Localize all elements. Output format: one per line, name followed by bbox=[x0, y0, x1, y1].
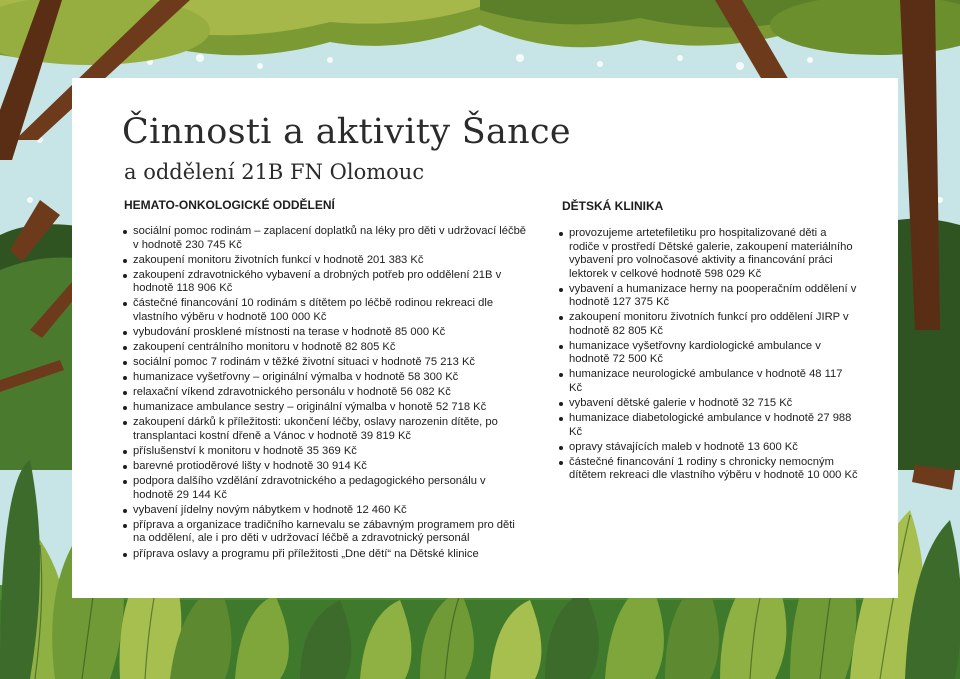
list-item: zakoupení centrálního monitoru v hodnotě 82 805 Kč bbox=[122, 341, 527, 355]
list-item: zakoupení zdravotnického vybavení a drobných potřeb pro oddělení 21B v hodnotě 118 906 Kč bbox=[122, 269, 527, 296]
list-item: humanizace ambulance sestry – originální výmalba v honotě 52 718 Kč bbox=[122, 401, 527, 415]
activity-list-detska-klinika bbox=[558, 227, 858, 484]
list-item: příprava a organizace tradičního karnevalu se zábavným programem pro děti na oddělení, ale i pro děti v udržovací léčbě a zdravotnický personál bbox=[122, 519, 527, 546]
list-item: vybavení a humanizace herny na pooperačním oddělení v hodnotě 127 375 Kč bbox=[558, 283, 858, 310]
list-item: barevné protioděrové lišty v hodnotě 30 914 Kč bbox=[122, 460, 527, 474]
list-item: částečné financování 10 rodinám s dítětem po léčbě rodinou rekreaci dle vlastního výběru v hodnotě 100 000 Kč bbox=[122, 297, 527, 324]
page-subtitle: a oddělení 21B FN Olomouc bbox=[124, 160, 425, 184]
list-item: vybavení jídelny novým nábytkem v hodnotě 12 460 Kč bbox=[122, 504, 527, 518]
list-item: opravy stávajících maleb v hodnotě 13 600 Kč bbox=[558, 441, 858, 455]
list-item: zakoupení monitoru životních funkcí pro oddělení JIRP v hodnotě 82 805 Kč bbox=[558, 311, 858, 338]
page-title: Činnosti a aktivity Šance bbox=[122, 112, 571, 152]
list-item: vybavení dětské galerie v hodnotě 32 715 Kč bbox=[558, 397, 858, 411]
list-item: zakoupení dárků k příležitosti: ukončení léčby, oslavy narozenin dítěte, po transplantaci kostní dřeně a Vánoc v hodnotě 39 819 Kč bbox=[122, 416, 527, 443]
section-heading-detska-klinika: DĚTSKÁ KLINIKA bbox=[562, 199, 664, 213]
list-item: příprava oslavy a programu při příležitosti „Dne dětí“ na Dětské klinice bbox=[122, 548, 527, 562]
list-item: humanizace diabetologické ambulance v hodnotě 27 988 Kč bbox=[558, 412, 858, 439]
list-item: zakoupení monitoru životních funkcí v hodnotě 201 383 Kč bbox=[122, 254, 527, 268]
activity-list-hemato bbox=[122, 225, 527, 563]
list-item: příslušenství k monitoru v hodnotě 35 369 Kč bbox=[122, 445, 527, 459]
list-item: provozujeme artetefiletiku pro hospitalizované děti a rodiče v prostředí Dětské galerie, zakoupení materiálního vybavení pro volnočasové aktivity a financování práci lektorek v celkové hodnotě 598 029 Kč bbox=[558, 227, 858, 281]
list-item: relaxační víkend zdravotnického personálu v hodnotě 56 082 Kč bbox=[122, 386, 527, 400]
section-heading-hemato: HEMATO-ONKOLOGICKÉ ODDĚLENÍ bbox=[124, 198, 335, 212]
list-item: vybudování prosklené místnosti na terase v hodnotě 85 000 Kč bbox=[122, 326, 527, 340]
list-item: sociální pomoc rodinám – zaplacení doplatků na léky pro děti v udržovací léčbě v hodnotě 230 745 Kč bbox=[122, 225, 527, 252]
list-item: humanizace vyšetřovny kardiologické ambulance v hodnotě 72 500 Kč bbox=[558, 340, 858, 367]
list-item: sociální pomoc 7 rodinám v těžké životní situaci v hodnotě 75 213 Kč bbox=[122, 356, 527, 370]
list-item: částečné financování 1 rodiny s chronicky nemocným dítětem rekreaci dle vlastního výběru v hodnotě 10 000 Kč bbox=[558, 456, 858, 483]
list-item: humanizace neurologické ambulance v hodnotě 48 117 Kč bbox=[558, 368, 858, 395]
list-item: podpora dalšího vzdělání zdravotnického a pedagogického personálu v hodnotě 29 144 Kč bbox=[122, 475, 527, 502]
list-item: humanizace vyšetřovny – originální výmalba v hodnotě 58 300 Kč bbox=[122, 371, 527, 385]
